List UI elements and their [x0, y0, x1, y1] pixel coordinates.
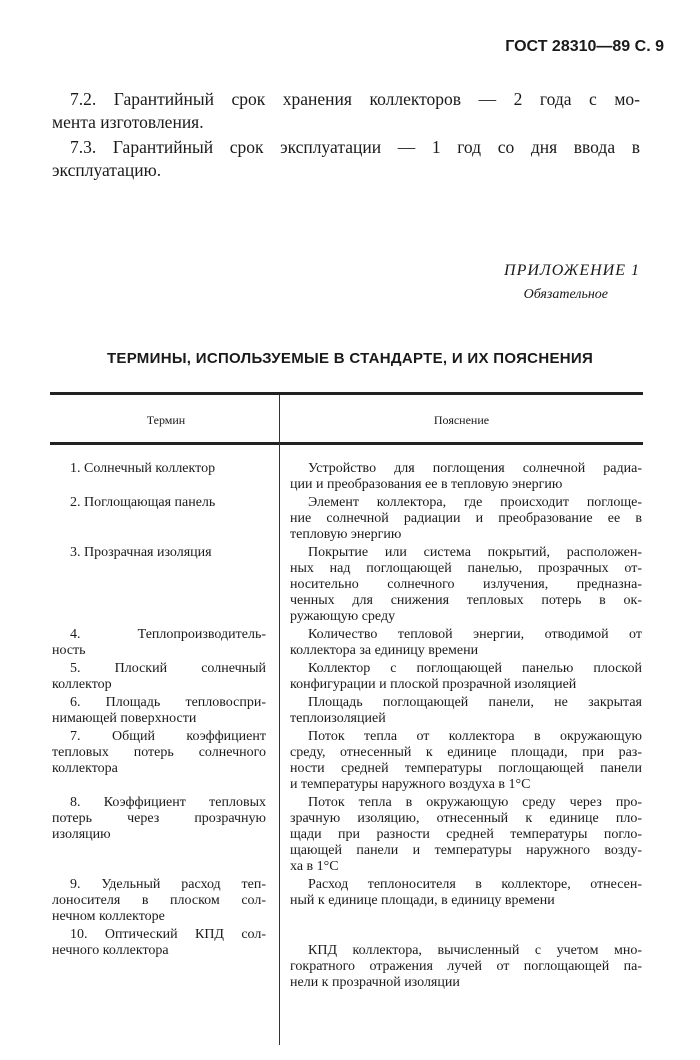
- column-divider: [279, 395, 280, 1045]
- text-line: щади при разности средней температуры погло-: [290, 827, 642, 842]
- text-line: нели к прозрачной изоляции: [290, 975, 460, 990]
- paragraph-7-2: [52, 88, 640, 134]
- text-line: эксплуатацию.: [52, 160, 162, 180]
- text-line: Покрытие или система покрытий, расположен-: [308, 545, 642, 560]
- term-cell: [52, 729, 266, 777]
- text-line: коллектор: [52, 677, 112, 692]
- explanation-cell: [290, 927, 642, 991]
- text-line: Устройство для поглощения солнечной радиа-: [308, 461, 642, 476]
- term-cell: [52, 461, 266, 477]
- text-line: [290, 927, 642, 943]
- text-line: конфигурации и плоской прозрачной изоляцией: [290, 677, 577, 692]
- text-line: мента изготовления.: [52, 112, 204, 132]
- text-line: ность: [52, 643, 86, 658]
- text-line: Элемент коллектора, где происходит поглоще-: [308, 495, 642, 510]
- text-line: ружающую среду: [290, 609, 396, 624]
- column-header-explanation: Пояснение: [433, 413, 490, 427]
- text-line: гократного отражения лучей от поглощающей па-: [290, 959, 642, 974]
- term-cell: [52, 695, 266, 727]
- text-line: коллектора за единицу времени: [290, 643, 479, 658]
- appendix-status: Обязательное: [523, 287, 608, 302]
- text-line: 7.2. Гарантийный срок хранения коллекторов — 2 года с мо-: [70, 89, 640, 109]
- text-line: теплоизоляцией: [290, 711, 386, 726]
- text-line: Коллектор с поглощающей панелью плоской: [308, 661, 642, 676]
- text-line: ченных для снижения тепловых потерь в ок-: [290, 593, 642, 608]
- text-line: щающей панели и температуры наружного возду-: [290, 843, 642, 858]
- text-line: нимающей поверхности: [52, 711, 197, 726]
- explanation-cell: [290, 661, 642, 693]
- term-cell: [52, 927, 266, 959]
- text-line: 7. Общий коэффициент: [70, 729, 266, 744]
- text-line: 3. Прозрачная изоляция: [70, 545, 212, 560]
- text-line: КПД коллектора, вычисленный с учетом мно-: [308, 943, 642, 958]
- text-line: носительно солнечного излучения, предназна-: [290, 577, 642, 592]
- text-line: Поток тепла от коллектора в окружающую: [308, 729, 642, 744]
- term-cell: [52, 661, 266, 693]
- term-cell: [52, 545, 266, 561]
- text-line: нечного коллектора: [52, 943, 169, 958]
- text-line: 5. Плоский солнечный: [70, 661, 266, 676]
- text-line: Расход теплоносителя в коллекторе, отнесен-: [308, 877, 642, 892]
- explanation-cell: [290, 795, 642, 875]
- explanation-cell: [290, 627, 642, 659]
- text-line: и температуры наружного воздуха в 1°C: [290, 777, 531, 792]
- text-line: потерь через прозрачную: [52, 811, 266, 826]
- text-line: 8. Коэффициент тепловых: [70, 795, 266, 810]
- text-line: ных над поглощающей панелью, прозрачных от-: [290, 561, 642, 576]
- text-line: ности средней температуры поглощающей панели: [290, 761, 642, 776]
- table-top-rule: [50, 392, 643, 395]
- explanation-cell: [290, 729, 642, 793]
- text-line: зрачную изоляцию, отнесенный к единице пло-: [290, 811, 642, 826]
- text-line: 1. Солнечный коллектор: [70, 461, 216, 476]
- paragraph-7-3: [52, 136, 640, 182]
- text-line: 4. Теплопроизводитель-: [70, 627, 266, 642]
- term-cell: [52, 627, 266, 659]
- text-line: ный к единице площади, в единицу времени: [290, 893, 555, 908]
- appendix-label: ПРИЛОЖЕНИЕ 1: [504, 262, 640, 279]
- text-line: ние солнечной радиации и преобразование ее в: [290, 511, 642, 526]
- text-line: Количество тепловой энергии, отводимой от: [308, 627, 642, 642]
- text-line: ха в 1°C: [290, 859, 339, 874]
- text-line: тепловых потерь солнечного: [52, 745, 266, 760]
- text-line: 10. Оптический КПД сол-: [70, 927, 266, 942]
- text-line: Поток тепла в окружающую среду через про-: [308, 795, 642, 810]
- text-line: 6. Площадь тепловоспри-: [70, 695, 266, 710]
- table-header-rule: [50, 442, 643, 445]
- page-header: ГОСТ 28310—89 С. 9: [505, 38, 664, 55]
- explanation-cell: [290, 695, 642, 727]
- explanation-cell: [290, 495, 642, 543]
- explanation-cell: [290, 545, 642, 625]
- section-title: ТЕРМИНЫ, ИСПОЛЬЗУЕМЫЕ В СТАНДАРТЕ, И ИХ ПОЯСНЕНИЯ: [106, 350, 594, 367]
- term-cell: [52, 495, 266, 511]
- text-line: ции и преобразования ее в тепловую энергию: [290, 477, 563, 492]
- text-line: коллектора: [52, 761, 118, 776]
- text-line: изоляцию: [52, 827, 111, 842]
- text-line: 2. Поглощающая панель: [70, 495, 216, 510]
- text-line: лоносителя в плоском сол-: [52, 893, 266, 908]
- text-line: 7.3. Гарантийный срок эксплуатации — 1 год со дня ввода в: [70, 137, 640, 157]
- text-line: 9. Удельный расход теп-: [70, 877, 266, 892]
- column-header-term: Термин: [146, 413, 186, 427]
- text-line: среду, отнесенный к единице площади, при раз-: [290, 745, 642, 760]
- term-cell: [52, 877, 266, 925]
- text-line: Площадь поглощающей панели, не закрытая: [308, 695, 642, 710]
- explanation-cell: [290, 461, 642, 493]
- text-line: тепловую энергию: [290, 527, 402, 542]
- term-cell: [52, 795, 266, 843]
- explanation-cell: [290, 877, 642, 909]
- text-line: нечном коллекторе: [52, 909, 165, 924]
